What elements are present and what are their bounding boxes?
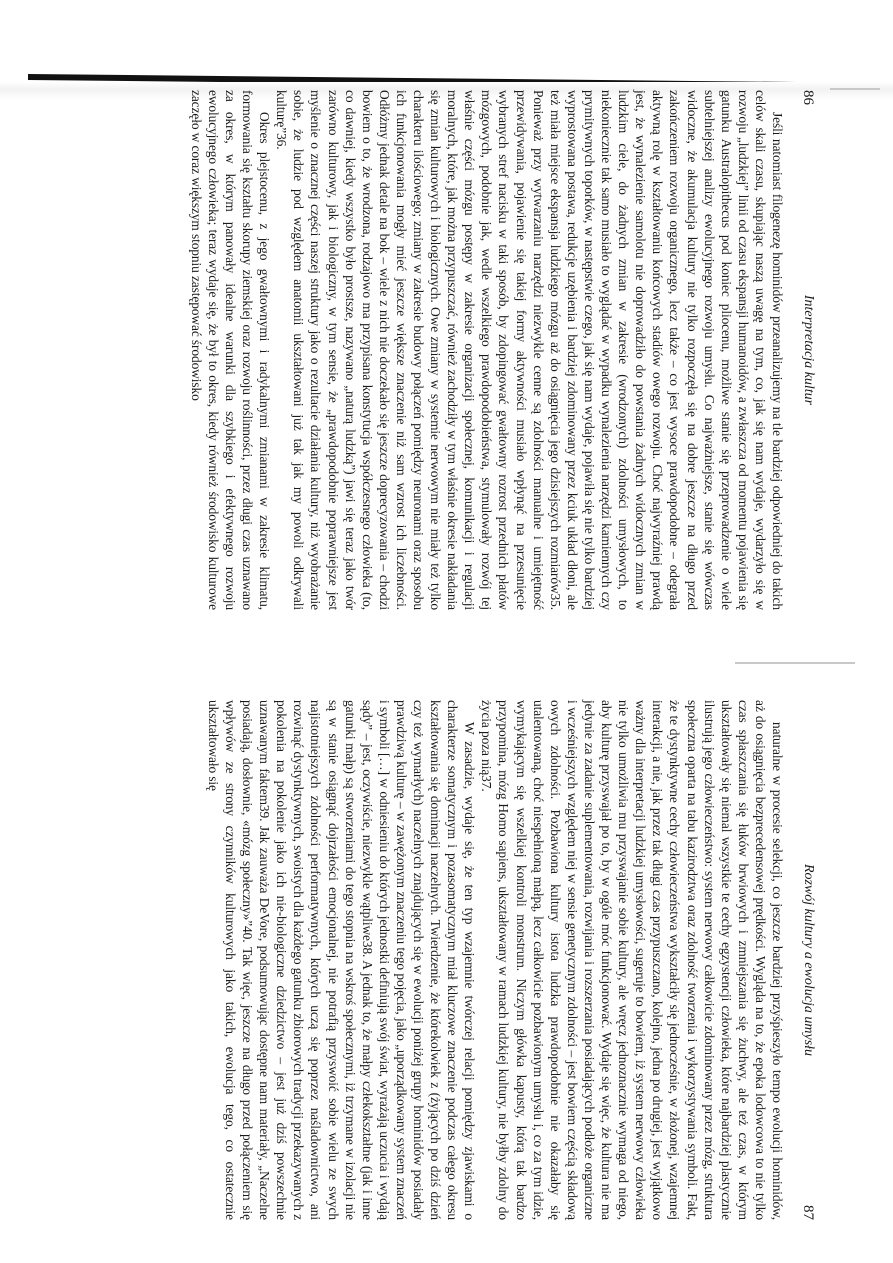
book-spread bbox=[120, 90, 820, 1240]
paragraph: Jeśli natomiast filogenezę hominidów przeanalizujemy na tle bardziej odpowiedniej do takich celów skali czasu, skupiając naszą uwagę na tym, co, jak się nam wydaje, wydarzyło się w rozwoju „ludzkiej” linii od czasu ekspansji humanoidów, a zwłaszcza od momentu pojawienia się gatunku Australopithecus pod koniec pliocenu, możliwe stanie się przeprowadzenie o wiele subtelniejszej analizy ewolucyjnego rozwoju umysłu. Co najważniejsze, stanie się wówczas widoczne, że akumulacja kultury nie tylko rozpoczęła się na dobre jeszcze na długo przed zakończeniem rozwoju organicznego, lecz także – co jest wysoce prawdopodobne – odegrała aktywną rolę w kształtowaniu końcowych stadiów owego rozwoju. Choć najwyraźniej prawdą jest, że wynalezienie samolotu nie doprowadziło do powstania żadnych widocznych zmian w ludzkim ciele, do żadnych zmian w zakresie (wrodzonych) zdolności umysłowych, to niekoniecznie tak samo musiało to wyglądać w wypadku wynalezienia narzędzi kamiennych czy prymitywnych toporków, w następstwie czego, jak się nam wydaje, pojawiła się nie tylko bardziej wyprostowana postawa, redukcje uzębienia i bardziej zdominowany przez kciuk układ dłoni, ale też miała miejsce ekspansja ludzkiego mózgu aż do osiągnięcia jego dzisiejszych rozmiarów35. Ponieważ przy wytwarzaniu narzędzi niezwykle cenne są zdolności manualne i umiejętność przewidywania, pojawienie się takiej formy aktywności musiało wpłynąć na przesunięcie wybranych stref nacisku w taki sposób, by zdopingować gwałtowny rozrost przednich płatów mózgowych, podobnie jak, wedle wszelkiego prawdopodobieństwa, stymulowały rozwój tej właśnie części mózgu postępy w zakresie organizacji społecznej, komunikacji i regulacji moralnych, które, jak można przypuszczać, również zachodziły w tym właśnie okresie nakładania się zmian kulturowych i biologicznych. Owe zmiany w systemie nerwowym nie miały też tylko charakteru ilościowego; zmiany w zakresie budowy połączeń pomiędzy neuronami oraz sposobu ich funkcjonowania mogły mieć jeszcze większe znaczenie niż sam wzrost ich liczebności. Odłóżmy jednak detale na bok – wiele z nich nie doczekało się jeszcze doprecyzowania – chodzi bowiem o to, że wrodzona, rodzajowo ma przypisana konstytucja współczesnego człowieka (to, co dawniej, kiedy wszystko było prostsze, nazywano „naturą ludzką”) jawi się teraz jako twór zarówno kulturowy, jak i biologiczny, w tym sensie, że „prawdopodobnie poprawniejsze jest myślenie o znacznej części naszej struktury jako o rezultacie działania kultury, niż wyobrażanie sobie, że ludzie pod względem anatomii ukształtowani już tak jak my powoli odkrywali kulturę”36. bbox=[274, 90, 785, 610]
scan-speck bbox=[830, 88, 880, 90]
right-page-number: 87 bbox=[800, 1205, 816, 1220]
left-page-header bbox=[794, 90, 820, 610]
right-running-head: Rozwój kultury a ewolucja umysłu bbox=[801, 863, 816, 1057]
left-page-number: 86 bbox=[800, 90, 816, 105]
right-page-body bbox=[205, 700, 786, 1220]
paragraph: W zasadzie, wydaje się, że ten typ wzajemnie twórczej relacji pomiędzy zjawiskami o charakterze somatycznym i pozasomatycznym miał kluczowe znaczenie podczas całego okresu kształtowania się dominacji naczelnych. Twierdzenie, że którekolwiek z (żyjących po dziś dzień czy też wymarłych) naczelnych znajdujących się w ewolucji poniżej grupy hominidów posiadały prawdziwą kulturę – w zawężonym znaczeniu tego pojęcia, jako „uporządkowany system znaczeń i symboli […] w odniesieniu do których jednostki definiują swój świat, wyrażają uczucia i wydają sądy” – jest, oczywiście, niezwykle wątpliwe38. A jednak to, że małpy człekokształtne (jak i inne gatunki małp) są stworzeniami do tego stopnia na wskroś społecznymi, iż trzymane w izolacji nie są w stanie osiągnąć dojrzałości emocjonalnej, nie potrafią przyswoić sobie wielu ze swych najistotniejszych zdolności performatywnych, których uczą się poprzez naśladownictwo, ani rozwinąć dystynktywnych, swoistych dla każdego gatunku zbiorowych tradycji przekazywanych z pokolenia na pokolenie jako ich nie-biologiczne dziedzictwo – jest już dziś powszechnie uznawanym faktem39. Jak zauważa DeVore, podsumowując dostępne nam materiały, „Naczelne posiadają, dosłownie, «mózg społeczny»”40. Tak więc, jeszcze na długo przed połączeniem się wpływów ze strony czynników kulturowych jako takich, ewolucja tego, co ostatecznie ukształtowało się bbox=[205, 700, 478, 1220]
left-page bbox=[120, 90, 820, 610]
right-page-header bbox=[794, 700, 820, 1220]
paragraph: naturalne w procesie selekcji, co jeszcze bardziej przyśpieszyło tempo ewolucji hominidów, aż do osiągnięcia bezprecedensowej prędkości. Wygląda na to, że epoka lodowcowa to nie tylko czas spłaszczania się łuków brwiowych i zmniejszania się żuchwy, ale też czas, w którym ukształtowały się niemal wszystkie te cechy egzystencji człowieka, które najbardziej plastycznie ilustrują jego człowieczeństwo: system nerwowy całkowicie zdominowany przez mózg, struktura społeczna oparta na tabu kazirodztwa oraz zdolność tworzenia i wykorzystywania symboli. Fakt, że te dystynktywne cechy człowieczeństwa wykształciły się jednocześnie, w złożonej, wzajemnej interakcji, a nie, jak przez tak długi czas przypuszczano, kolejno, jedna po drugiej, jest wyjątkowo ważny dla interpretacji ludzkiej umysłowości, sugeruje to bowiem, iż system nerwowy człowieka nie tylko umożliwia mu przyswajanie sobie kultury, ale wręcz jednoznacznie wymaga od niego, aby kulturę przyswajał po to, by w ogóle móc funkcjonować. Wydaje się więc, że kultura nie ma jedynie za zadanie suplementowania, rozwijania i rozszerzania posiadających podłoże organiczne i wcześniejszych względem niej w sensie genetycznym zdolności – jest bowiem częścią składową owych zdolności. Pozbawiona kultury istota ludzka prawdopodobnie nie okazałaby się utalentowaną, choć niespełnioną małpą, lecz całkowicie pozbawionym umysłu i, co za tym idzie, wymykającym się wszelkiej kontroli monstrum. Niczym główka kapusty, którą tak bardzo przypomina, mózg Homo sapiens, ukształtowany w ramach ludzkiej kultury, nie byłby zdolny do życia poza nią37. bbox=[479, 700, 785, 1220]
right-page bbox=[120, 700, 820, 1220]
paragraph: Okres plejstocenu, z jego gwałtownymi i radykalnymi zmianami w zakresie klimatu, formowania się kształtu skorupy ziemskiej oraz rozwoju roślinności, przez długi czas uznawano za okres, w którym panowały idealne warunki dla szybkiego i efektywnego rozwoju ewolucyjnego człowieka; teraz wydaje się, że był to okres, kiedy również środowisko kulturowe zaczęło w coraz większym stopniu zastępować środowisko bbox=[188, 90, 273, 610]
left-running-head: Interpretacja kultur bbox=[801, 294, 816, 406]
left-page-body bbox=[188, 90, 786, 610]
